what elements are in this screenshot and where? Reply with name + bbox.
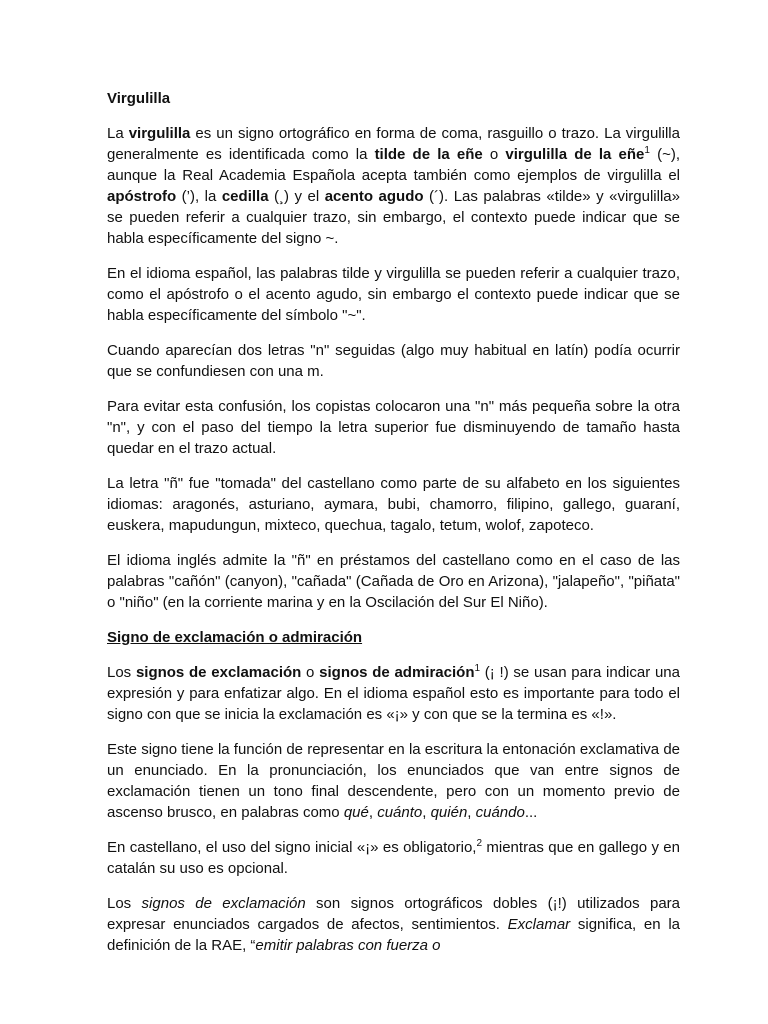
italic-term: emitir palabras con fuerza o <box>255 937 441 954</box>
bold-term: acento agudo <box>324 188 424 205</box>
italic-term: signos de exclamación <box>141 895 306 912</box>
bold-term: apóstrofo <box>107 188 177 205</box>
paragraph: Cuando aparecían dos letras "n" seguidas (algo muy habitual en latín) podía ocurrir que se confundiesen con una m. <box>107 342 680 380</box>
text: o <box>482 146 506 163</box>
italic-term: qué <box>343 804 369 821</box>
text: ... <box>524 804 538 821</box>
paragraph: Para evitar esta confusión, los copistas colocaron una "n" más pequeña sobre la otra "n", y con el paso del tiempo la letra superior fue disminuyendo de tamaño hasta quedar en el trazo actual. <box>107 398 680 457</box>
text: En castellano, el uso del signo inicial «¡» es obligatorio, <box>107 839 477 856</box>
paragraph <box>107 123 680 249</box>
text: , <box>467 804 476 821</box>
paragraph <box>107 893 680 956</box>
text: Los <box>107 895 142 912</box>
paragraph <box>107 739 680 823</box>
heading-virgulilla: Virgulilla <box>107 90 171 107</box>
footnote-ref: 1 <box>474 663 481 674</box>
text: La <box>107 125 129 142</box>
bold-term: signos de admiración <box>319 664 475 681</box>
text: , <box>422 804 431 821</box>
italic-term: quién <box>430 804 468 821</box>
bold-term: cedilla <box>221 188 269 205</box>
text: (~), aunque la Real Academia Española acepta también como ejemplos de virgulilla el <box>107 146 680 184</box>
text: (¸) y el <box>268 188 325 205</box>
text: , <box>368 804 378 821</box>
heading-exclamacion: Signo de exclamación o admiración <box>107 629 363 646</box>
italic-term: cuándo <box>475 804 525 821</box>
text: significa, en la definición de la RAE, “ <box>107 916 680 954</box>
bold-term: virgulilla de la eñe <box>505 146 645 163</box>
paragraph: El idioma inglés admite la "ñ" en préstamos del castellano como en el caso de las palabras "cañón" (canyon), "cañada" (Cañada de Oro en Arizona), "jalapeño", "piñata" o "niño" (en la corriente marina y en la Oscilación del Sur El Niño). <box>107 552 680 611</box>
italic-term: Exclamar <box>507 916 571 933</box>
text: es un signo ortográfico en forma de coma, rasguillo o trazo. La virgulilla generalmente es identificada como la <box>107 125 680 163</box>
paragraph <box>107 837 680 879</box>
text: (’), la <box>176 188 222 205</box>
paragraph <box>107 662 680 725</box>
footnote-ref: 1 <box>644 145 650 156</box>
text: son signos ortográficos dobles (¡!) utilizados para expresar enunciados cargados de afectos, sentimientos. <box>107 895 680 933</box>
text: Este signo tiene la función de representar en la escritura la entonación exclamativa de un enunciado. En la pronunciación, los enunciados que van entre signos de exclamación tienen un tono final descendente, pero con un momento previo de ascenso brusco, en palabras como <box>107 741 680 821</box>
text: (´). Las palabras «tilde» y «virgulilla» se pueden referir a cualquier trazo, sin embargo, el contexto puede indicar que se habla específicamente del signo ~. <box>107 188 680 247</box>
text: (¡ !) se usan para indicar una expresión y para enfatizar algo. En el idioma español esto es importante para todo el signo con que se inicia la exclamación es «¡» y con que se la termina es «!». <box>107 664 680 723</box>
bold-term: tilde de la eñe <box>374 146 483 163</box>
paragraph: La letra "ñ" fue "tomada" del castellano como parte de su alfabeto en los siguientes idiomas: aragonés, asturiano, aymara, bubi, chamorro, filipino, gallego, guaraní, euskera, mapudungun, mixteco, quechua, tagalo, tetum, wolof, zapoteco. <box>107 475 680 534</box>
italic-term: cuánto <box>377 804 423 821</box>
bold-term: signos de exclamación <box>135 664 302 681</box>
text: o <box>301 664 320 681</box>
text: mientras que en gallego y en catalán su uso es opcional. <box>107 839 680 877</box>
footnote-ref: 2 <box>476 838 483 849</box>
bold-term: virgulilla <box>128 125 191 142</box>
text: Los <box>107 664 136 681</box>
document-page <box>107 88 680 956</box>
paragraph: En el idioma español, las palabras tilde y virgulilla se pueden referir a cualquier trazo, como el apóstrofo o el acento agudo, sin embargo el contexto puede indicar que se habla específicamente del símbolo "~". <box>107 265 680 324</box>
